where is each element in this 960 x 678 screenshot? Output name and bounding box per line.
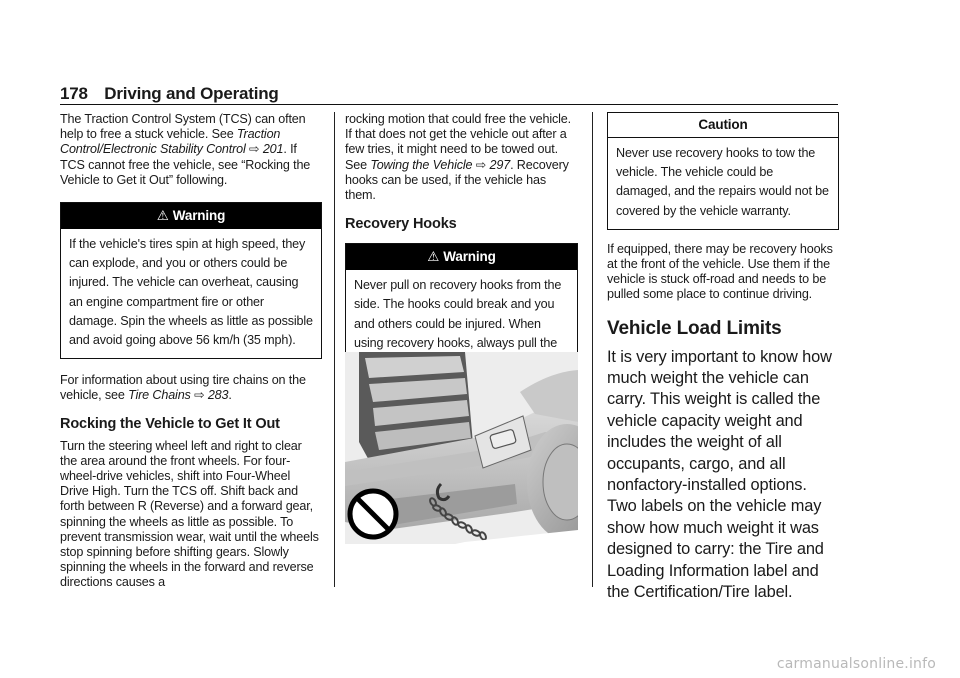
page-ref-arrow-icon: ⇨ xyxy=(249,142,260,157)
caution-body: Never use recovery hooks to tow the vehicle. The vehicle could be damaged, and the repairs would not be covered by the vehicle warranty. xyxy=(616,146,829,218)
caution-box xyxy=(607,112,839,230)
tire-chains-paragraph: For information about using tire chains on the vehicle, see Tire Chains ⇨ 283. xyxy=(60,373,306,403)
page-header xyxy=(60,84,279,104)
page-number: 178 xyxy=(60,84,88,103)
warning-body: Never pull on recovery hooks from the side. The hooks could break and you and others could be injured. When using recovery hooks, always pull the xyxy=(354,278,562,350)
column-2 xyxy=(345,112,578,381)
recovery-hooks-heading: Recovery Hooks xyxy=(345,216,457,233)
traction-control-link[interactable]: Traction Control/Electronic Stability Control xyxy=(60,127,281,157)
page-ref-283[interactable]: 283 xyxy=(207,388,229,403)
rocking-continued-paragraph: rocking motion that could free the vehicle. If that does not get the vehicle out after a few tries, it might need to be towed out. See Towing the Vehicle ⇨ 297. Recovery hooks can be used, if the vehicle has them. xyxy=(345,112,571,203)
column-3 xyxy=(607,112,839,604)
truck-front-illustration xyxy=(345,352,578,544)
warning-header: ⚠ Warning xyxy=(346,244,577,270)
tcs-intro-paragraph: The Traction Control System (TCS) can often help to free a stuck vehicle. See Traction Control/Electronic Stability Control ⇨ 201. If TCS cannot free the vehicle, see “Rocking the Vehicle to Get it Out” following. xyxy=(60,112,311,187)
warning-triangle-icon: ⚠ xyxy=(156,208,169,224)
header-rule xyxy=(60,104,838,105)
page-ref-297[interactable]: 297 xyxy=(489,157,511,172)
warning-body: If the vehicle's tires spin at high speed, they can explode, and you or others could be injured. The vehicle can overheat, causing an engine compartment fire or other damage. Spin the wheels as little as possible and avoid going above 56 km/h (35 mph). xyxy=(69,237,313,348)
caution-header: Caution xyxy=(608,113,838,138)
recovery-hook-illustration xyxy=(345,352,578,544)
warning-box-tires xyxy=(60,202,322,359)
column-divider-2 xyxy=(592,112,593,587)
rocking-body: Turn the steering wheel left and right to clear the area around the front wheels. For four-wheel-drive vehicles, shift into Four-Wheel Drive High. Turn the TCS off. Shift back and forth between R (Reverse) and a forward gear, spinning the wheels as little as possible. To prevent transmission wear, wait until the wheels stop spinning before shifting gears. Slowly spinning the wheels in the forward and reverse directions causes a xyxy=(60,438,319,590)
warning-triangle-icon: ⚠ xyxy=(427,249,440,265)
watermark: carmanualsonline.info xyxy=(776,656,936,672)
prohibited-icon xyxy=(350,491,396,537)
equipped-paragraph: If equipped, there may be recovery hooks at the front of the vehicle. Use them if the vehicle is stuck off-road and needs to be pulled some place to continue driving. xyxy=(607,241,833,302)
column-1 xyxy=(60,112,322,591)
section-title: Driving and Operating xyxy=(104,84,279,103)
warning-header: ⚠ Warning xyxy=(61,203,321,229)
page-ref-arrow-icon: ⇨ xyxy=(475,157,487,172)
tire-chains-link[interactable]: Tire Chains xyxy=(128,388,191,403)
rocking-heading: Rocking the Vehicle to Get It Out xyxy=(60,415,280,432)
load-limits-body: It is very important to know how much weight the vehicle can carry. This weight is called the vehicle capacity weight and includes the weight of all occupants, cargo, and all nonfactory-installed options. Two labels on the vehicle may show how much weight it was designed to carry: the Tire and Loading Information label and the Certification/Tire label. xyxy=(607,347,832,602)
column-divider-1 xyxy=(334,112,335,587)
towing-link[interactable]: Towing the Vehicle xyxy=(370,157,473,172)
page-ref-201[interactable]: 201 xyxy=(262,142,284,157)
page-ref-arrow-icon: ⇨ xyxy=(194,388,205,403)
load-limits-heading: Vehicle Load Limits xyxy=(607,317,782,339)
